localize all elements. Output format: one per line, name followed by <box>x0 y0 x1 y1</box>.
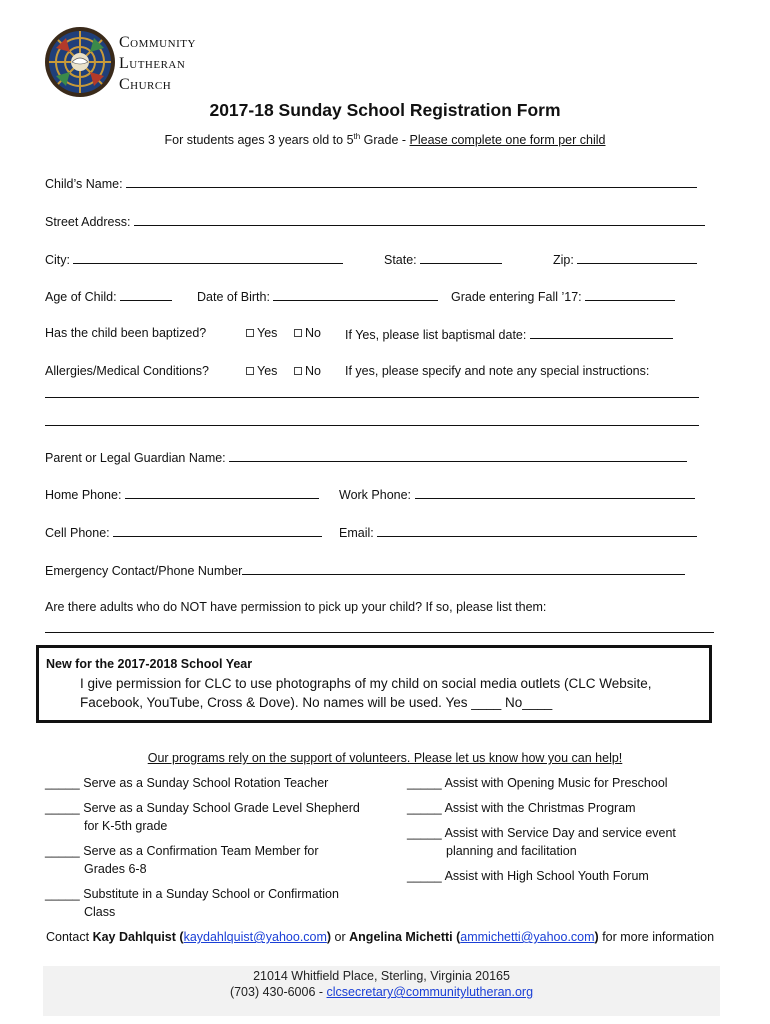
church-logo <box>44 26 116 98</box>
volunteer-left-item[interactable] <box>45 887 339 901</box>
home-phone-field[interactable] <box>125 486 319 499</box>
volunteer-right-item[interactable] <box>407 801 636 815</box>
volunteer-left-item[interactable] <box>45 776 328 790</box>
volunteer-left-item[interactable] <box>45 844 319 858</box>
allergies-line-2[interactable] <box>45 425 699 426</box>
home-phone-label: Home Phone: <box>45 488 122 502</box>
baptismal-date-row <box>345 326 673 342</box>
allergies-no-option[interactable] <box>294 364 321 378</box>
dob-field[interactable] <box>273 288 438 301</box>
volunteer-left-label-line2-text: for K-5th grade <box>84 819 168 833</box>
footer-email[interactable]: clcsecretary@communitylutheran.org <box>326 985 534 999</box>
zip-label: Zip: <box>553 253 574 267</box>
subtitle-mid: Grade - <box>360 133 410 148</box>
church-name-line2: Lutheran <box>119 55 186 72</box>
volunteer-right-label: Assist with High School Youth Forum <box>444 869 649 883</box>
volunteer-blank[interactable]: _____ <box>45 844 80 858</box>
allergies-instructions-label: If yes, please specify and note any special instructions: <box>345 364 650 378</box>
notice-heading: New for the 2017-2018 School Year <box>46 657 253 671</box>
volunteer-right-label: Assist with the Christmas Program <box>444 801 636 815</box>
contact-line: Contact Kay Dahlquist (kaydahlquist@yahoo.com) or Angelina Michetti (ammichetti@yahoo.com) for more information <box>46 930 715 944</box>
cell-phone-row <box>45 524 322 540</box>
email-field[interactable] <box>377 524 697 537</box>
checkbox-icon[interactable] <box>294 329 302 337</box>
cell-phone-label: Cell Phone: <box>45 526 110 540</box>
no-permission-label: Are there adults who do NOT have permission to pick up your child? If so, please list them: <box>45 600 547 614</box>
street-address-field[interactable] <box>134 213 705 226</box>
guardian-field[interactable] <box>229 449 687 462</box>
volunteer-left-label: Serve as a Sunday School Rotation Teacher <box>83 776 329 790</box>
baptized-yes-option[interactable] <box>246 326 277 340</box>
no-permission-line[interactable] <box>45 632 714 633</box>
contact-prefix: Contact <box>46 930 93 944</box>
city-row <box>45 251 343 267</box>
baptized-no-label: No <box>305 326 321 340</box>
guardian-label: Parent or Legal Guardian Name: <box>45 451 226 465</box>
work-phone-label: Work Phone: <box>339 488 412 502</box>
city-field[interactable] <box>73 251 343 264</box>
stained-glass-icon <box>44 26 116 98</box>
checkbox-icon[interactable] <box>246 329 254 337</box>
cell-phone-field[interactable] <box>113 524 322 537</box>
age-label: Age of Child: <box>45 290 117 304</box>
allergies-yes-option[interactable] <box>246 364 277 378</box>
city-label: City: <box>45 253 70 267</box>
emergency-field[interactable] <box>242 562 685 575</box>
baptized-yes-label: Yes <box>257 326 278 340</box>
email-row <box>339 524 697 540</box>
guardian-row <box>45 449 687 465</box>
baptismal-date-field[interactable] <box>530 326 673 339</box>
contact-email-2[interactable]: ammichetti@yahoo.com <box>460 930 595 944</box>
contact-name-2: Angelina Michetti <box>349 930 453 944</box>
volunteer-heading: Our programs rely on the support of volunteers. Please let us know how you can help! <box>147 751 623 765</box>
volunteer-right-label: Assist with Service Day and service event <box>444 826 676 840</box>
emergency-label: Emergency Contact/Phone Number <box>45 564 243 578</box>
footer <box>43 966 720 1016</box>
notice-line-1: I give permission for CLC to use photographs of my child on social media outlets (CLC Website, <box>80 676 652 691</box>
volunteer-left-item[interactable] <box>45 801 360 815</box>
checkbox-icon[interactable] <box>294 367 302 375</box>
home-phone-row <box>45 486 319 502</box>
baptized-no-option[interactable] <box>294 326 321 340</box>
volunteer-right-item[interactable] <box>407 826 676 840</box>
church-name <box>119 32 196 95</box>
baptized-label: Has the child been baptized? <box>45 326 207 340</box>
grade-field[interactable] <box>585 288 675 301</box>
age-field[interactable] <box>120 288 172 301</box>
checkbox-icon[interactable] <box>246 367 254 375</box>
zip-row <box>553 251 697 267</box>
footer-address: 21014 Whitfield Place, Sterling, Virginia 20165 <box>253 969 510 983</box>
volunteer-blank[interactable]: _____ <box>45 801 80 815</box>
grade-label: Grade entering Fall ’17: <box>451 290 582 304</box>
work-phone-field[interactable] <box>415 486 695 499</box>
contact-email-1[interactable]: kaydahlquist@yahoo.com <box>183 930 327 944</box>
volunteer-left-label: Substitute in a Sunday School or Confirmation <box>83 887 339 901</box>
church-name-line1: Community <box>119 34 196 51</box>
childs-name-field[interactable] <box>126 175 697 188</box>
volunteer-left-label: Serve as a Sunday School Grade Level Shepherd <box>83 801 360 815</box>
subtitle-prefix: For students ages 3 years old to 5 <box>164 133 354 148</box>
contact-suffix: for more information <box>598 930 715 944</box>
childs-name-label: Child’s Name: <box>45 177 123 191</box>
form-subtitle <box>0 132 770 147</box>
childs-name-row <box>45 175 697 191</box>
photo-permission-box <box>36 645 712 723</box>
contact-name-1: Kay Dahlquist <box>92 930 176 944</box>
church-name-line3: Church <box>119 76 172 93</box>
age-row <box>45 288 172 304</box>
contact-mid: or <box>331 930 350 944</box>
volunteer-left-label-line2: Class <box>84 905 116 919</box>
street-address-row <box>45 213 705 229</box>
work-phone-row <box>339 486 695 502</box>
volunteer-right-label-line2: planning and facilitation <box>446 844 577 858</box>
zip-field[interactable] <box>577 251 697 264</box>
volunteer-left-label: Serve as a Confirmation Team Member for <box>83 844 319 858</box>
footer-contact <box>43 984 720 1000</box>
volunteer-right-item[interactable] <box>407 869 649 883</box>
dob-row <box>197 288 438 304</box>
baptismal-date-label: If Yes, please list baptismal date: <box>345 328 527 342</box>
subtitle-sup: th <box>353 132 361 141</box>
footer-phone: (703) 430-6006 - <box>229 985 327 999</box>
volunteer-blank[interactable]: _____ <box>407 869 442 883</box>
email-label: Email: <box>339 526 374 540</box>
volunteer-blank[interactable]: _____ <box>407 801 442 815</box>
volunteer-left-label-line2: Grades 6-8 <box>84 862 147 876</box>
notice-line-2: Facebook, YouTube, Cross & Dove). No names will be used. Yes ____ No____ <box>80 695 553 710</box>
state-field[interactable] <box>420 251 502 264</box>
state-row <box>384 251 502 267</box>
volunteer-right-item[interactable] <box>407 776 668 790</box>
volunteer-blank[interactable]: _____ <box>407 826 442 840</box>
allergies-yes-label: Yes <box>257 364 278 378</box>
volunteer-left-label-line2 <box>84 819 167 833</box>
form-title: 2017-18 Sunday School Registration Form <box>209 100 561 120</box>
grade-row <box>451 288 675 304</box>
street-address-label: Street Address: <box>45 215 131 229</box>
volunteer-blank[interactable]: _____ <box>407 776 442 790</box>
allergies-line-1[interactable] <box>45 397 699 398</box>
allergies-label: Allergies/Medical Conditions? <box>45 364 209 378</box>
dob-label: Date of Birth: <box>197 290 270 304</box>
volunteer-right-label: Assist with Opening Music for Preschool <box>444 776 668 790</box>
volunteer-blank[interactable]: _____ <box>45 776 80 790</box>
volunteer-blank[interactable]: _____ <box>45 887 80 901</box>
subtitle-link: Please complete one form per child <box>409 133 606 148</box>
state-label: State: <box>384 253 417 267</box>
emergency-row <box>45 562 685 578</box>
allergies-no-label: No <box>305 364 321 378</box>
